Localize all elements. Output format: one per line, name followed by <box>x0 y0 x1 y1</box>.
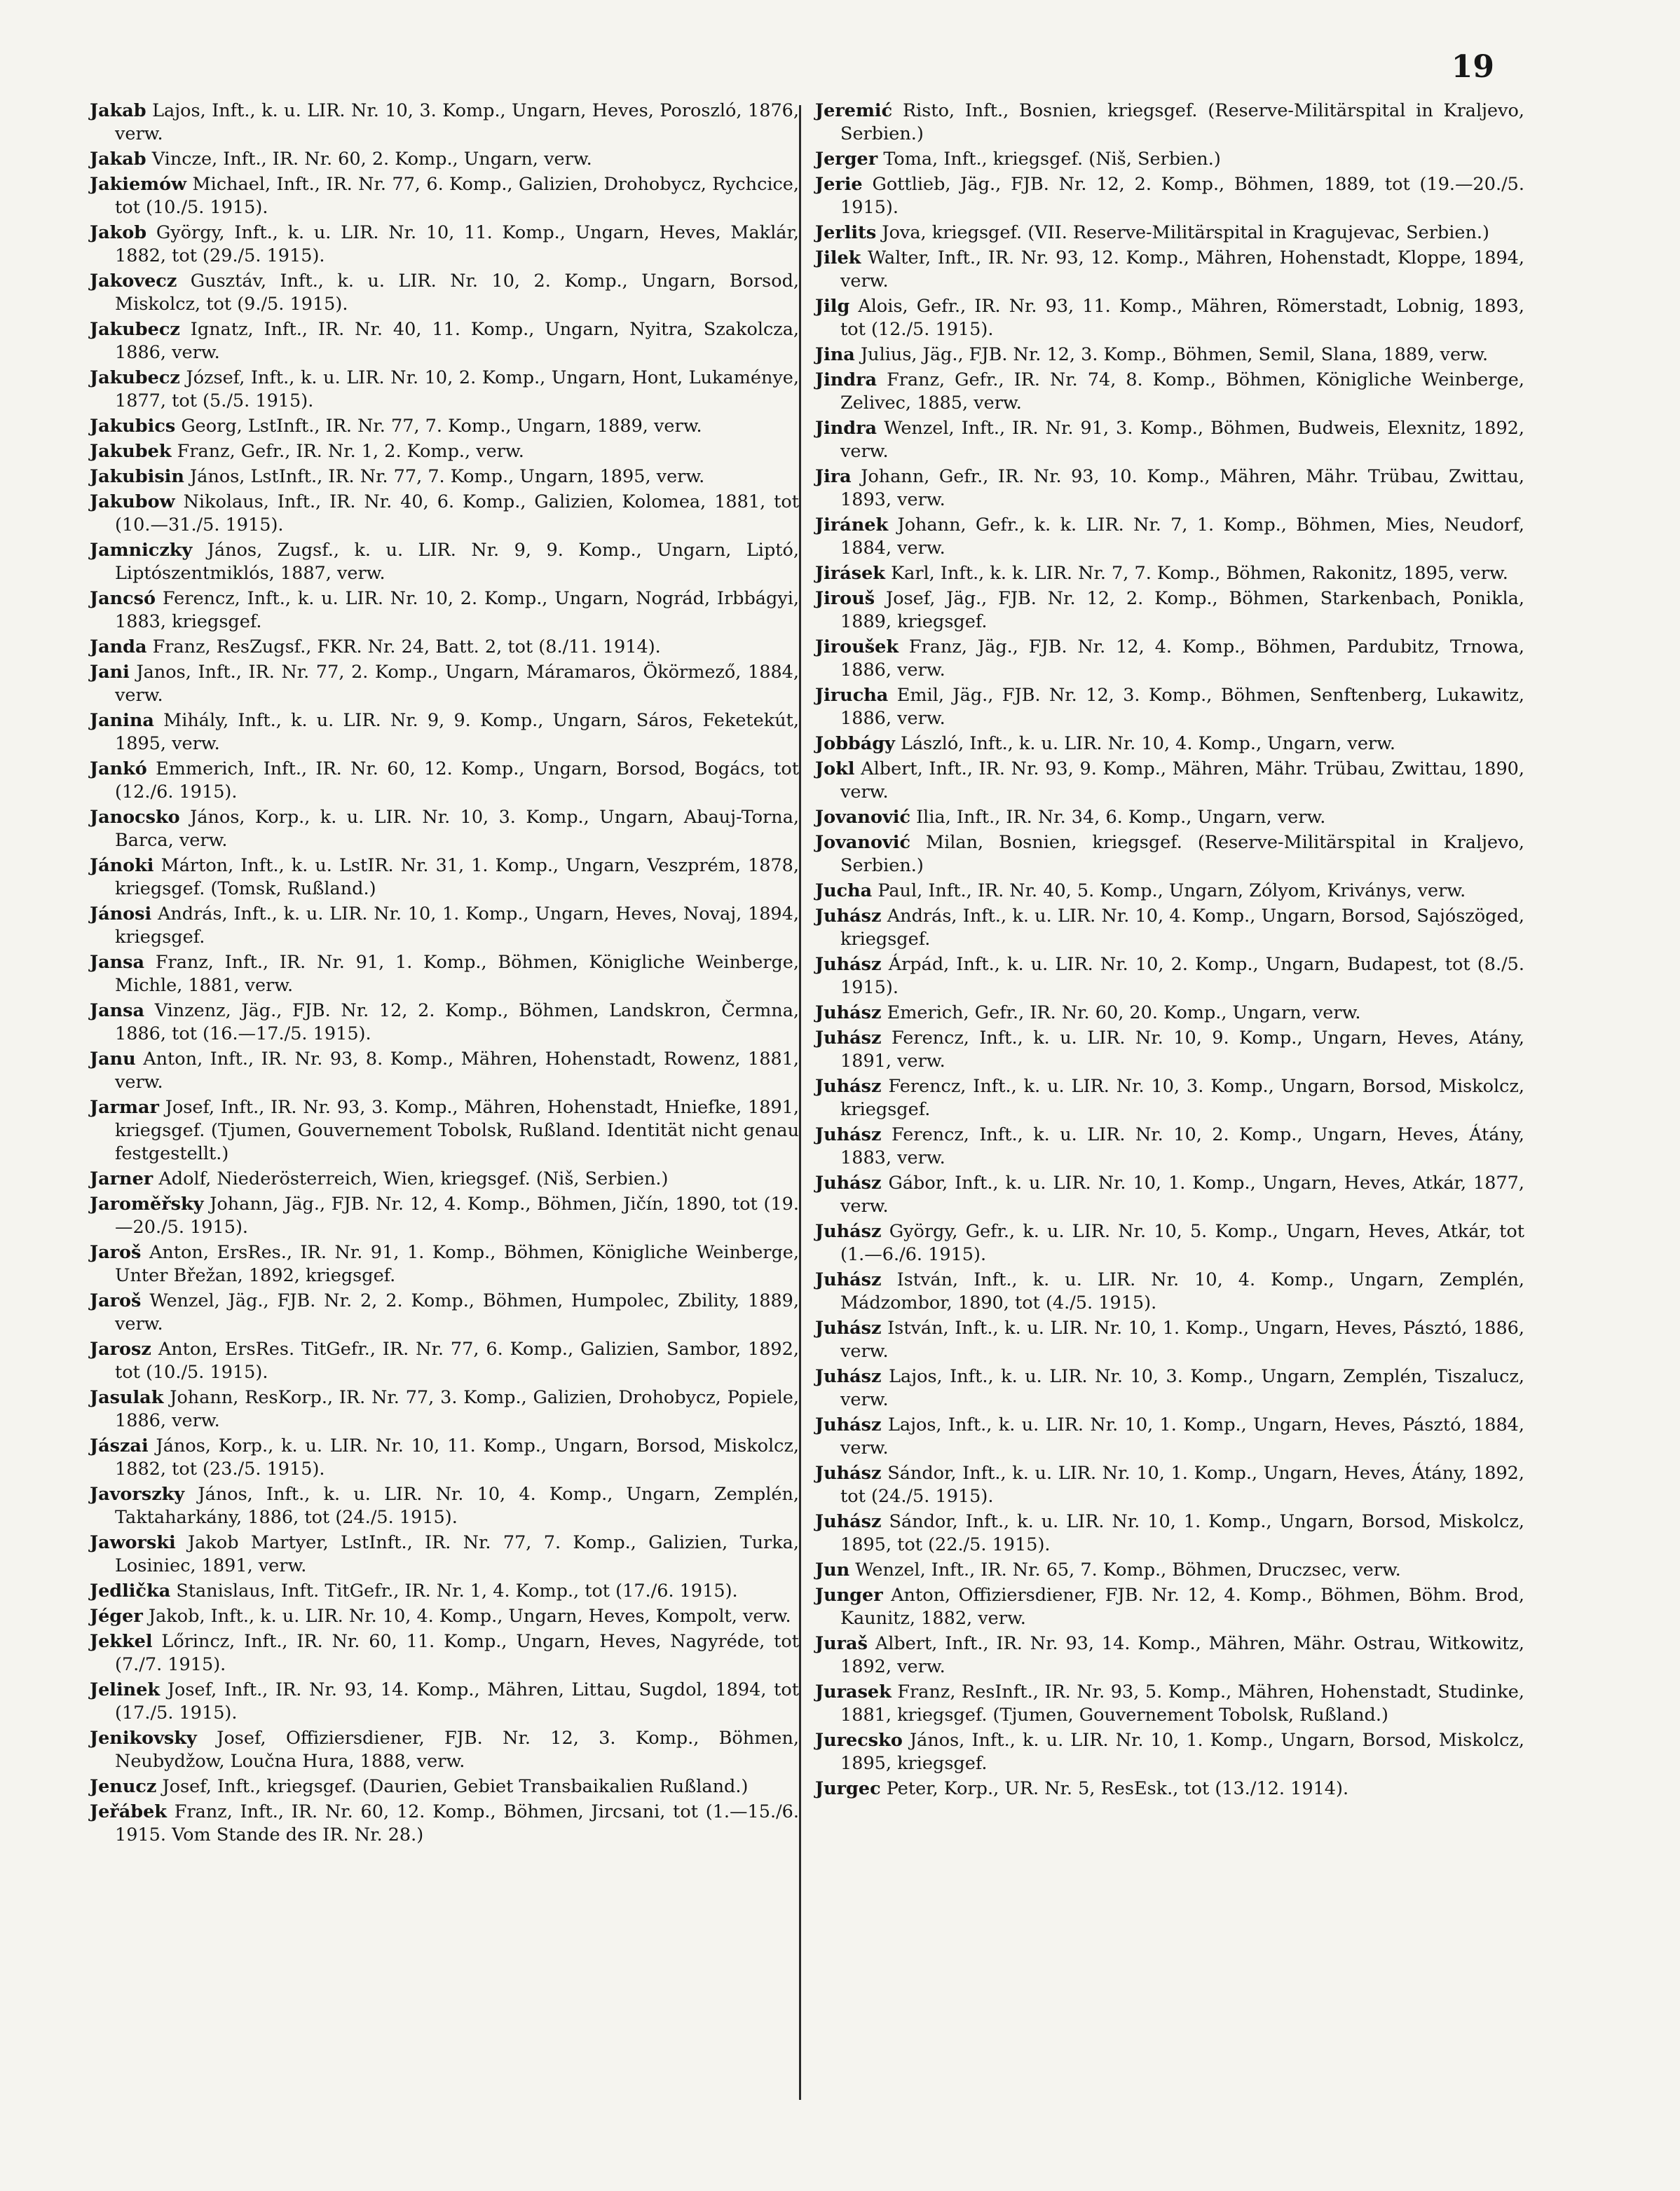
entry-details: Josef, Inft., IR. Nr. 93, 3. Komp., Mähren, Hohenstadt, Hniefke, 1891, kriegsgef. (Tjumen, Gouvernement Tobolsk, Rußland. Identität nicht genau festgestellt.) <box>115 1097 800 1164</box>
entry-details: Milan, Bosnien, kriegsgef. (Reserve-Militärspital in Kraljevo, Serbien.) <box>840 832 1524 876</box>
entry-details: Wenzel, Inft., IR. Nr. 91, 3. Komp., Böhmen, Budweis, Elexnitz, 1892, verw. <box>840 418 1525 462</box>
entry-surname: Jaroměřsky <box>90 1194 204 1215</box>
entry-surname: Jenikovsky <box>90 1728 197 1749</box>
entry-surname: Jurecsko <box>815 1730 903 1751</box>
list-item <box>815 1027 1524 1073</box>
entry-surname: Jeřábek <box>90 1801 167 1822</box>
entry-surname: Juhász <box>815 954 882 975</box>
list-item <box>90 758 799 804</box>
list-item <box>815 1220 1524 1267</box>
entry-surname: Jirásek <box>815 563 885 584</box>
entry-surname: Jászai <box>90 1435 149 1456</box>
entry-details: Michael, Inft., IR. Nr. 77, 6. Komp., Galizien, Drohobycz, Rychcice, tot (10./5. 1915). <box>115 174 799 218</box>
entry-details: Franz, Inft., IR. Nr. 60, 12. Komp., Böhmen, Jircsani, tot (1.—15./6. 1915. Vom Stande des IR. Nr. 28.) <box>115 1801 800 1845</box>
list-item <box>815 1075 1524 1121</box>
list-item <box>815 732 1524 756</box>
entry-surname: Jarmar <box>90 1097 159 1118</box>
entry-surname: Jerlits <box>815 222 877 243</box>
entry-surname: Junger <box>815 1585 883 1606</box>
entry-details: Anton, ErsRes. TitGefr., IR. Nr. 77, 6. Komp., Galizien, Sambor, 1892, tot (10./5. 1915). <box>115 1339 799 1383</box>
entry-details: István, Inft., k. u. LIR. Nr. 10, 1. Komp., Ungarn, Heves, Pásztó, 1886, verw. <box>840 1318 1524 1362</box>
entry-details: Johann, ResKorp., IR. Nr. 77, 3. Komp., Galizien, Drohobycz, Popiele, 1886, verw. <box>115 1387 800 1431</box>
entry-details: Ferencz, Inft., k. u. LIR. Nr. 10, 9. Komp., Ungarn, Heves, Atány, 1891, verw. <box>840 1028 1524 1072</box>
entry-details: Albert, Inft., IR. Nr. 93, 9. Komp., Mähren, Mähr. Trübau, Zwittau, 1890, verw. <box>840 758 1524 803</box>
entry-surname: Juhász <box>815 1002 882 1023</box>
entry-details: Franz, Gefr., IR. Nr. 1, 2. Komp., verw. <box>177 441 524 462</box>
entry-surname: Juhász <box>815 1221 882 1242</box>
entry-surname: Janda <box>90 636 147 657</box>
list-item <box>815 369 1524 415</box>
entry-surname: Jun <box>815 1559 850 1581</box>
list-item <box>90 709 799 756</box>
entry-surname: Jerger <box>815 149 878 170</box>
list-item <box>815 905 1524 951</box>
entry-details: Paul, Inft., IR. Nr. 40, 5. Komp., Ungarn, Zólyom, Kriványs, verw. <box>877 880 1466 901</box>
list-item <box>90 1483 799 1529</box>
entry-surname: Juhász <box>815 906 882 927</box>
entry-details: Ilia, Inft., IR. Nr. 34, 6. Komp., Ungarn, verw. <box>916 807 1326 828</box>
list-item <box>815 295 1524 341</box>
entry-details: Márton, Inft., k. u. LstIR. Nr. 31, 1. Komp., Ungarn, Veszprém, 1878, kriegsgef. (Tomsk, Rußland.) <box>115 855 799 899</box>
entry-details: Gábor, Inft., k. u. LIR. Nr. 10, 1. Komp., Ungarn, Heves, Atkár, 1877, verw. <box>840 1173 1525 1217</box>
list-item <box>90 1531 799 1578</box>
entry-surname: Jobbágy <box>815 733 895 754</box>
entry-surname: Jakiemów <box>90 174 187 195</box>
list-item <box>815 148 1524 171</box>
entry-surname: Jakob <box>90 222 147 243</box>
entry-surname: Jankó <box>90 758 147 779</box>
entry-surname: Jamniczky <box>90 540 193 561</box>
list-item <box>815 1632 1524 1679</box>
list-item <box>815 1729 1524 1775</box>
list-item <box>815 562 1524 585</box>
entry-surname: Jelinek <box>90 1679 161 1700</box>
entry-details: Adolf, Niederösterreich, Wien, kriegsgef. (Niš, Serbien.) <box>158 1168 669 1189</box>
list-item <box>815 247 1524 293</box>
entry-surname: Jilg <box>815 296 850 317</box>
list-item <box>90 1096 799 1166</box>
list-item <box>815 953 1524 999</box>
list-item <box>90 1193 799 1239</box>
entry-details: Lajos, Inft., k. u. LIR. Nr. 10, 1. Komp., Ungarn, Heves, Pásztó, 1884, verw. <box>840 1414 1525 1459</box>
entry-surname: Jiroušek <box>815 636 899 657</box>
right-column <box>815 100 1524 1803</box>
entry-details: Johann, Gefr., k. k. LIR. Nr. 7, 1. Komp., Böhmen, Mies, Neudorf, 1884, verw. <box>840 514 1524 559</box>
entry-details: Alois, Gefr., IR. Nr. 93, 11. Komp., Mähren, Römerstadt, Lobnig, 1893, tot (12./5. 1915). <box>840 296 1524 340</box>
entry-details: Vincze, Inft., IR. Nr. 60, 2. Komp., Ungarn, verw. <box>151 149 592 170</box>
list-item <box>90 999 799 1046</box>
entry-surname: Jindra <box>815 369 877 390</box>
entry-details: Johann, Gefr., IR. Nr. 93, 10. Komp., Mähren, Mähr. Trübau, Zwittau, 1893, verw. <box>840 466 1525 510</box>
entry-details: Gusztáv, Inft., k. u. LIR. Nr. 10, 2. Komp., Ungarn, Borsod, Miskolcz, tot (9./5. 1915). <box>115 271 800 315</box>
list-item <box>815 100 1524 146</box>
entry-details: Vinzenz, Jäg., FJB. Nr. 12, 2. Komp., Böhmen, Landskron, Čermna, 1886, tot (16.—17./5. 1915). <box>115 1000 800 1044</box>
list-item <box>90 173 799 219</box>
list-item <box>815 587 1524 634</box>
entry-details: Anton, Offiziersdiener, FJB. Nr. 12, 4. Komp., Böhmen, Böhm. Brod, Kaunitz, 1882, verw. <box>840 1585 1524 1629</box>
list-item <box>90 1048 799 1094</box>
entry-details: Lajos, Inft., k. u. LIR. Nr. 10, 3. Komp., Ungarn, Zemplén, Tiszalucz, verw. <box>840 1366 1525 1410</box>
list-item <box>90 415 799 438</box>
list-item <box>90 539 799 585</box>
list-item <box>815 636 1524 682</box>
entry-details: János, Korp., k. u. LIR. Nr. 10, 11. Komp., Ungarn, Borsod, Miskolcz, 1882, tot (23./5. 1915). <box>115 1435 800 1480</box>
entry-surname: Janina <box>90 710 154 731</box>
entry-surname: Jovanović <box>815 807 910 828</box>
entry-surname: Juhász <box>815 1318 882 1339</box>
entry-details: Nikolaus, Inft., IR. Nr. 40, 6. Komp., Galizien, Kolomea, 1881, tot (10.—31./5. 1915). <box>115 491 800 535</box>
entry-surname: Jakubek <box>90 441 172 462</box>
entry-details: Josef, Inft., IR. Nr. 93, 14. Komp., Mähren, Littau, Sugdol, 1894, tot (17./5. 1915). <box>115 1679 800 1724</box>
entry-details: Albert, Inft., IR. Nr. 93, 14. Komp., Mähren, Mähr. Ostrau, Witkowitz, 1892, verw. <box>840 1633 1524 1677</box>
list-item <box>815 684 1524 730</box>
list-item <box>815 758 1524 804</box>
list-item <box>90 587 799 634</box>
entry-surname: Juhász <box>815 1076 882 1097</box>
list-item <box>90 1679 799 1725</box>
entry-details: György, Inft., k. u. LIR. Nr. 10, 11. Komp., Ungarn, Heves, Maklár, 1882, tot (29./5. 1915). <box>115 222 799 266</box>
entry-details: Franz, Inft., IR. Nr. 91, 1. Komp., Böhmen, Königliche Weinberge, Michle, 1881, verw. <box>115 952 800 996</box>
entry-details: Wenzel, Jäg., FJB. Nr. 2, 2. Komp., Böhmen, Humpolec, Zbility, 1889, verw. <box>115 1290 799 1335</box>
entry-details: Georg, LstInft., IR. Nr. 77, 7. Komp., Ungarn, 1889, verw. <box>181 416 702 437</box>
entry-details: János, LstInft., IR. Nr. 77, 7. Komp., Ungarn, 1895, verw. <box>190 466 705 487</box>
entry-details: János, Zugsf., k. u. LIR. Nr. 9, 9. Komp., Ungarn, Liptó, Liptószentmiklós, 1887, verw. <box>115 540 799 584</box>
left-column <box>90 100 799 1849</box>
list-item <box>815 514 1524 560</box>
entry-details: Ferencz, Inft., k. u. LIR. Nr. 10, 3. Komp., Ungarn, Borsod, Miskolcz, kriegsgef. <box>840 1076 1524 1120</box>
entry-surname: Jaroš <box>90 1242 142 1263</box>
list-item <box>815 465 1524 512</box>
entry-surname: Jéger <box>90 1606 143 1627</box>
entry-details: János, Inft., k. u. LIR. Nr. 10, 1. Komp., Ungarn, Borsod, Miskolcz, 1895, kriegsgef. <box>840 1730 1524 1774</box>
entry-surname: Jakab <box>90 100 146 121</box>
entry-surname: Jasulak <box>90 1387 164 1408</box>
list-item <box>90 440 799 463</box>
entry-surname: Jovanović <box>815 832 910 853</box>
list-item <box>90 1168 799 1191</box>
entry-surname: Jaworski <box>90 1532 176 1553</box>
list-item <box>90 1727 799 1773</box>
entry-surname: Jirucha <box>815 685 889 706</box>
list-item <box>90 1290 799 1336</box>
entry-surname: Jaroš <box>90 1290 142 1311</box>
entry-details: Lajos, Inft., k. u. LIR. Nr. 10, 3. Komp., Ungarn, Heves, Poroszló, 1876, verw. <box>115 100 799 144</box>
list-item <box>90 1241 799 1288</box>
list-item <box>90 636 799 659</box>
list-item <box>90 854 799 901</box>
list-item <box>90 951 799 997</box>
entry-details: György, Gefr., k. u. LIR. Nr. 10, 5. Komp., Ungarn, Heves, Atkár, tot (1.—6./6. 1915). <box>840 1221 1524 1265</box>
entry-details: Risto, Inft., Bosnien, kriegsgef. (Reserve-Militärspital in Kraljevo, Serbien.) <box>840 100 1524 144</box>
entry-surname: Jakubow <box>90 491 175 512</box>
entry-details: Sándor, Inft., k. u. LIR. Nr. 10, 1. Komp., Ungarn, Borsod, Miskolcz, 1895, tot (22./5. 1915). <box>840 1511 1524 1555</box>
list-item <box>90 1435 799 1481</box>
entry-surname: Jurasek <box>815 1681 892 1702</box>
entry-details: Franz, Gefr., IR. Nr. 74, 8. Komp., Böhmen, Königliche Weinberge, Zelivec, 1885, verw. <box>840 369 1525 414</box>
list-item <box>90 148 799 171</box>
entry-surname: Jerie <box>815 174 863 195</box>
entry-details: Stanislaus, Inft. TitGefr., IR. Nr. 1, 4. Komp., tot (17./6. 1915). <box>176 1581 738 1602</box>
list-item <box>815 417 1524 463</box>
entry-surname: Juhász <box>815 1124 882 1145</box>
entry-details: András, Inft., k. u. LIR. Nr. 10, 1. Komp., Ungarn, Heves, Novaj, 1894, kriegsgef. <box>115 903 799 948</box>
entry-details: Mihály, Inft., k. u. LIR. Nr. 9, 9. Komp., Ungarn, Sáros, Feketekút, 1895, verw. <box>115 710 799 754</box>
entry-surname: Jánoki <box>90 855 154 876</box>
list-item <box>90 1605 799 1628</box>
list-item <box>815 1510 1524 1557</box>
entry-surname: Juhász <box>815 1511 882 1532</box>
entry-surname: Juraš <box>815 1633 868 1654</box>
list-item <box>815 1124 1524 1170</box>
list-item <box>90 1580 799 1603</box>
list-item <box>815 1269 1524 1315</box>
list-item <box>90 318 799 364</box>
entry-details: Anton, ErsRes., IR. Nr. 91, 1. Komp., Böhmen, Königliche Weinberge, Unter Břežan, 1892, kriegsgef. <box>115 1242 799 1286</box>
list-item <box>815 343 1524 367</box>
list-item <box>815 1317 1524 1363</box>
entry-surname: Jiránek <box>815 514 889 535</box>
entry-surname: Janocsko <box>90 807 180 828</box>
entry-details: Johann, Jäg., FJB. Nr. 12, 4. Komp., Böhmen, Jičín, 1890, tot (19.—20./5. 1915). <box>115 1194 800 1238</box>
entry-details: Lőrincz, Inft., IR. Nr. 60, 11. Komp., Ungarn, Heves, Nagyréde, tot (7./7. 1915). <box>115 1631 799 1675</box>
entry-details: László, Inft., k. u. LIR. Nr. 10, 4. Komp., Ungarn, verw. <box>901 733 1396 754</box>
list-item <box>815 1777 1524 1801</box>
entry-details: József, Inft., k. u. LIR. Nr. 10, 2. Komp., Ungarn, Hont, Lukaménye, 1877, tot (5./5. 1915). <box>115 367 800 411</box>
entry-details: Emil, Jäg., FJB. Nr. 12, 3. Komp., Böhmen, Senftenberg, Lukawitz, 1886, verw. <box>840 685 1524 729</box>
list-item <box>90 1338 799 1384</box>
entry-details: Wenzel, Inft., IR. Nr. 65, 7. Komp., Böhmen, Druczsec, verw. <box>855 1559 1401 1581</box>
entry-surname: Juhász <box>815 1028 882 1049</box>
list-item <box>90 491 799 537</box>
list-item <box>90 806 799 852</box>
entry-surname: Jakubisin <box>90 466 184 487</box>
entry-surname: Jakubics <box>90 416 176 437</box>
entry-details: Julius, Jäg., FJB. Nr. 12, 3. Komp., Böhmen, Semil, Slana, 1889, verw. <box>860 344 1489 365</box>
entry-surname: Jilek <box>815 247 861 268</box>
entry-surname: Jani <box>90 662 130 683</box>
list-item <box>90 100 799 146</box>
list-item <box>815 1559 1524 1582</box>
entry-details: Ferencz, Inft., k. u. LIR. Nr. 10, 2. Komp., Ungarn, Nográd, Irbbágyi, 1883, kriegsgef. <box>115 588 799 632</box>
entry-surname: Juhász <box>815 1414 882 1435</box>
list-item <box>815 1462 1524 1508</box>
entry-surname: Jánosi <box>90 903 152 924</box>
entry-surname: Jindra <box>815 418 877 439</box>
list-item <box>815 173 1524 219</box>
entry-details: Toma, Inft., kriegsgef. (Niš, Serbien.) <box>883 149 1221 170</box>
entry-details: Ferencz, Inft., k. u. LIR. Nr. 10, 2. Komp., Ungarn, Heves, Átány, 1883, verw. <box>840 1124 1524 1168</box>
entry-details: Árpád, Inft., k. u. LIR. Nr. 10, 2. Komp., Ungarn, Budapest, tot (8./5. 1915). <box>840 954 1525 998</box>
list-item <box>90 465 799 489</box>
entry-surname: Jakubecz <box>90 319 180 340</box>
entry-surname: Jokl <box>815 758 855 779</box>
entry-surname: Jenucz <box>90 1776 157 1797</box>
list-item <box>90 1775 799 1798</box>
entry-details: János, Inft., k. u. LIR. Nr. 10, 4. Komp., Ungarn, Zemplén, Taktaharkány, 1886, tot (24./5. 1915). <box>115 1484 799 1528</box>
entry-surname: Jakab <box>90 149 146 170</box>
entry-surname: Jarner <box>90 1168 153 1189</box>
entry-surname: Janu <box>90 1049 136 1070</box>
list-item <box>90 270 799 316</box>
entry-details: Peter, Korp., UR. Nr. 5, ResEsk., tot (13./12. 1914). <box>886 1778 1349 1799</box>
entry-details: Josef, Inft., kriegsgef. (Daurien, Gebiet Transbaikalien Rußland.) <box>162 1776 749 1797</box>
entry-surname: Jira <box>815 466 852 487</box>
entry-details: András, Inft., k. u. LIR. Nr. 10, 4. Komp., Ungarn, Borsod, Sajószöged, kriegsgef. <box>840 906 1525 950</box>
list-item <box>90 1630 799 1677</box>
entry-surname: Juhász <box>815 1463 882 1484</box>
entry-details: István, Inft., k. u. LIR. Nr. 10, 4. Komp., Ungarn, Zemplén, Mádzombor, 1890, tot (4./5. 1915). <box>840 1269 1524 1313</box>
entry-surname: Jina <box>815 344 855 365</box>
entry-details: Sándor, Inft., k. u. LIR. Nr. 10, 1. Komp., Ungarn, Heves, Átány, 1892, tot (24./5. 1915). <box>840 1463 1525 1507</box>
list-item <box>90 903 799 949</box>
entry-details: Ignatz, Inft., IR. Nr. 40, 11. Komp., Ungarn, Nyitra, Szakolcza, 1886, verw. <box>115 319 799 363</box>
entry-details: Franz, ResZugsf., FKR. Nr. 24, Batt. 2, tot (8./11. 1914). <box>152 636 661 657</box>
entry-details: Jakob, Inft., k. u. LIR. Nr. 10, 4. Komp., Ungarn, Heves, Kompolt, verw. <box>148 1606 791 1627</box>
entry-surname: Jucha <box>815 880 873 901</box>
list-item <box>815 1414 1524 1460</box>
list-item <box>815 1584 1524 1630</box>
list-item <box>815 806 1524 829</box>
entry-surname: Jeremić <box>815 100 893 121</box>
entry-details: Gottlieb, Jäg., FJB. Nr. 12, 2. Komp., Böhmen, 1889, tot (19.—20./5. 1915). <box>840 174 1524 218</box>
entry-surname: Jancsó <box>90 588 156 609</box>
list-item <box>815 221 1524 245</box>
entry-surname: Jirouš <box>815 588 875 609</box>
entry-details: Karl, Inft., k. k. LIR. Nr. 7, 7. Komp., Böhmen, Rakonitz, 1895, verw. <box>891 563 1508 584</box>
list-item <box>90 221 799 268</box>
entry-details: Josef, Jäg., FJB. Nr. 12, 2. Komp., Böhmen, Starkenbach, Ponikla, 1889, kriegsgef. <box>840 588 1524 632</box>
entry-details: Jakob Martyer, LstInft., IR. Nr. 77, 7. Komp., Galizien, Turka, Losiniec, 1891, verw. <box>115 1532 799 1576</box>
entry-surname: Jansa <box>90 1000 145 1021</box>
entry-surname: Jansa <box>90 952 145 973</box>
entry-details: Josef, Offiziersdiener, FJB. Nr. 12, 3. Komp., Böhmen, Neubydžow, Loučna Hura, 1888, verw. <box>115 1728 799 1772</box>
entry-surname: Juhász <box>815 1269 882 1290</box>
entry-details: Janos, Inft., IR. Nr. 77, 2. Komp., Ungarn, Máramaros, Ökörmező, 1884, verw. <box>115 662 799 706</box>
list-item <box>90 367 799 413</box>
page-number: 19 <box>1451 49 1494 85</box>
entry-surname: Jarosz <box>90 1339 151 1360</box>
list-item <box>90 661 799 707</box>
entry-surname: Jekkel <box>90 1631 153 1652</box>
entry-details: János, Korp., k. u. LIR. Nr. 10, 3. Komp., Ungarn, Abauj-Torna, Barca, verw. <box>115 807 800 851</box>
list-item <box>90 1801 799 1847</box>
list-item <box>815 831 1524 878</box>
entry-surname: Jakubecz <box>90 367 180 388</box>
entry-details: Emerich, Gefr., IR. Nr. 60, 20. Komp., Ungarn, verw. <box>887 1002 1361 1023</box>
column-divider <box>799 105 801 2100</box>
entry-surname: Jedlička <box>90 1581 171 1602</box>
entry-details: Franz, ResInft., IR. Nr. 93, 5. Komp., Mähren, Hohenstadt, Studinke, 1881, kriegsgef. (Tjumen, Gouvernement Tobolsk, Rußland.) <box>840 1681 1524 1726</box>
entry-surname: Jurgec <box>815 1778 881 1799</box>
entry-details: Anton, Inft., IR. Nr. 93, 8. Komp., Mähren, Hohenstadt, Rowenz, 1881, verw. <box>115 1049 800 1093</box>
entry-surname: Jakovecz <box>90 271 177 292</box>
list-item <box>815 1172 1524 1218</box>
entry-details: Walter, Inft., IR. Nr. 93, 12. Komp., Mähren, Hohenstadt, Kloppe, 1894, verw. <box>840 247 1524 292</box>
list-item <box>815 1365 1524 1412</box>
entry-details: Jova, kriegsgef. (VII. Reserve-Militärspital in Kragujevac, Serbien.) <box>882 222 1489 243</box>
entry-details: Franz, Jäg., FJB. Nr. 12, 4. Komp., Böhmen, Pardubitz, Trnowa, 1886, verw. <box>840 636 1525 681</box>
list-item <box>815 880 1524 903</box>
entry-surname: Juhász <box>815 1173 882 1194</box>
list-item <box>90 1386 799 1433</box>
entry-surname: Javorszky <box>90 1484 185 1505</box>
entry-surname: Juhász <box>815 1366 882 1387</box>
list-item <box>815 1681 1524 1727</box>
entry-details: Emmerich, Inft., IR. Nr. 60, 12. Komp., Ungarn, Borsod, Bogács, tot (12./6. 1915). <box>115 758 799 803</box>
list-item <box>815 1002 1524 1025</box>
